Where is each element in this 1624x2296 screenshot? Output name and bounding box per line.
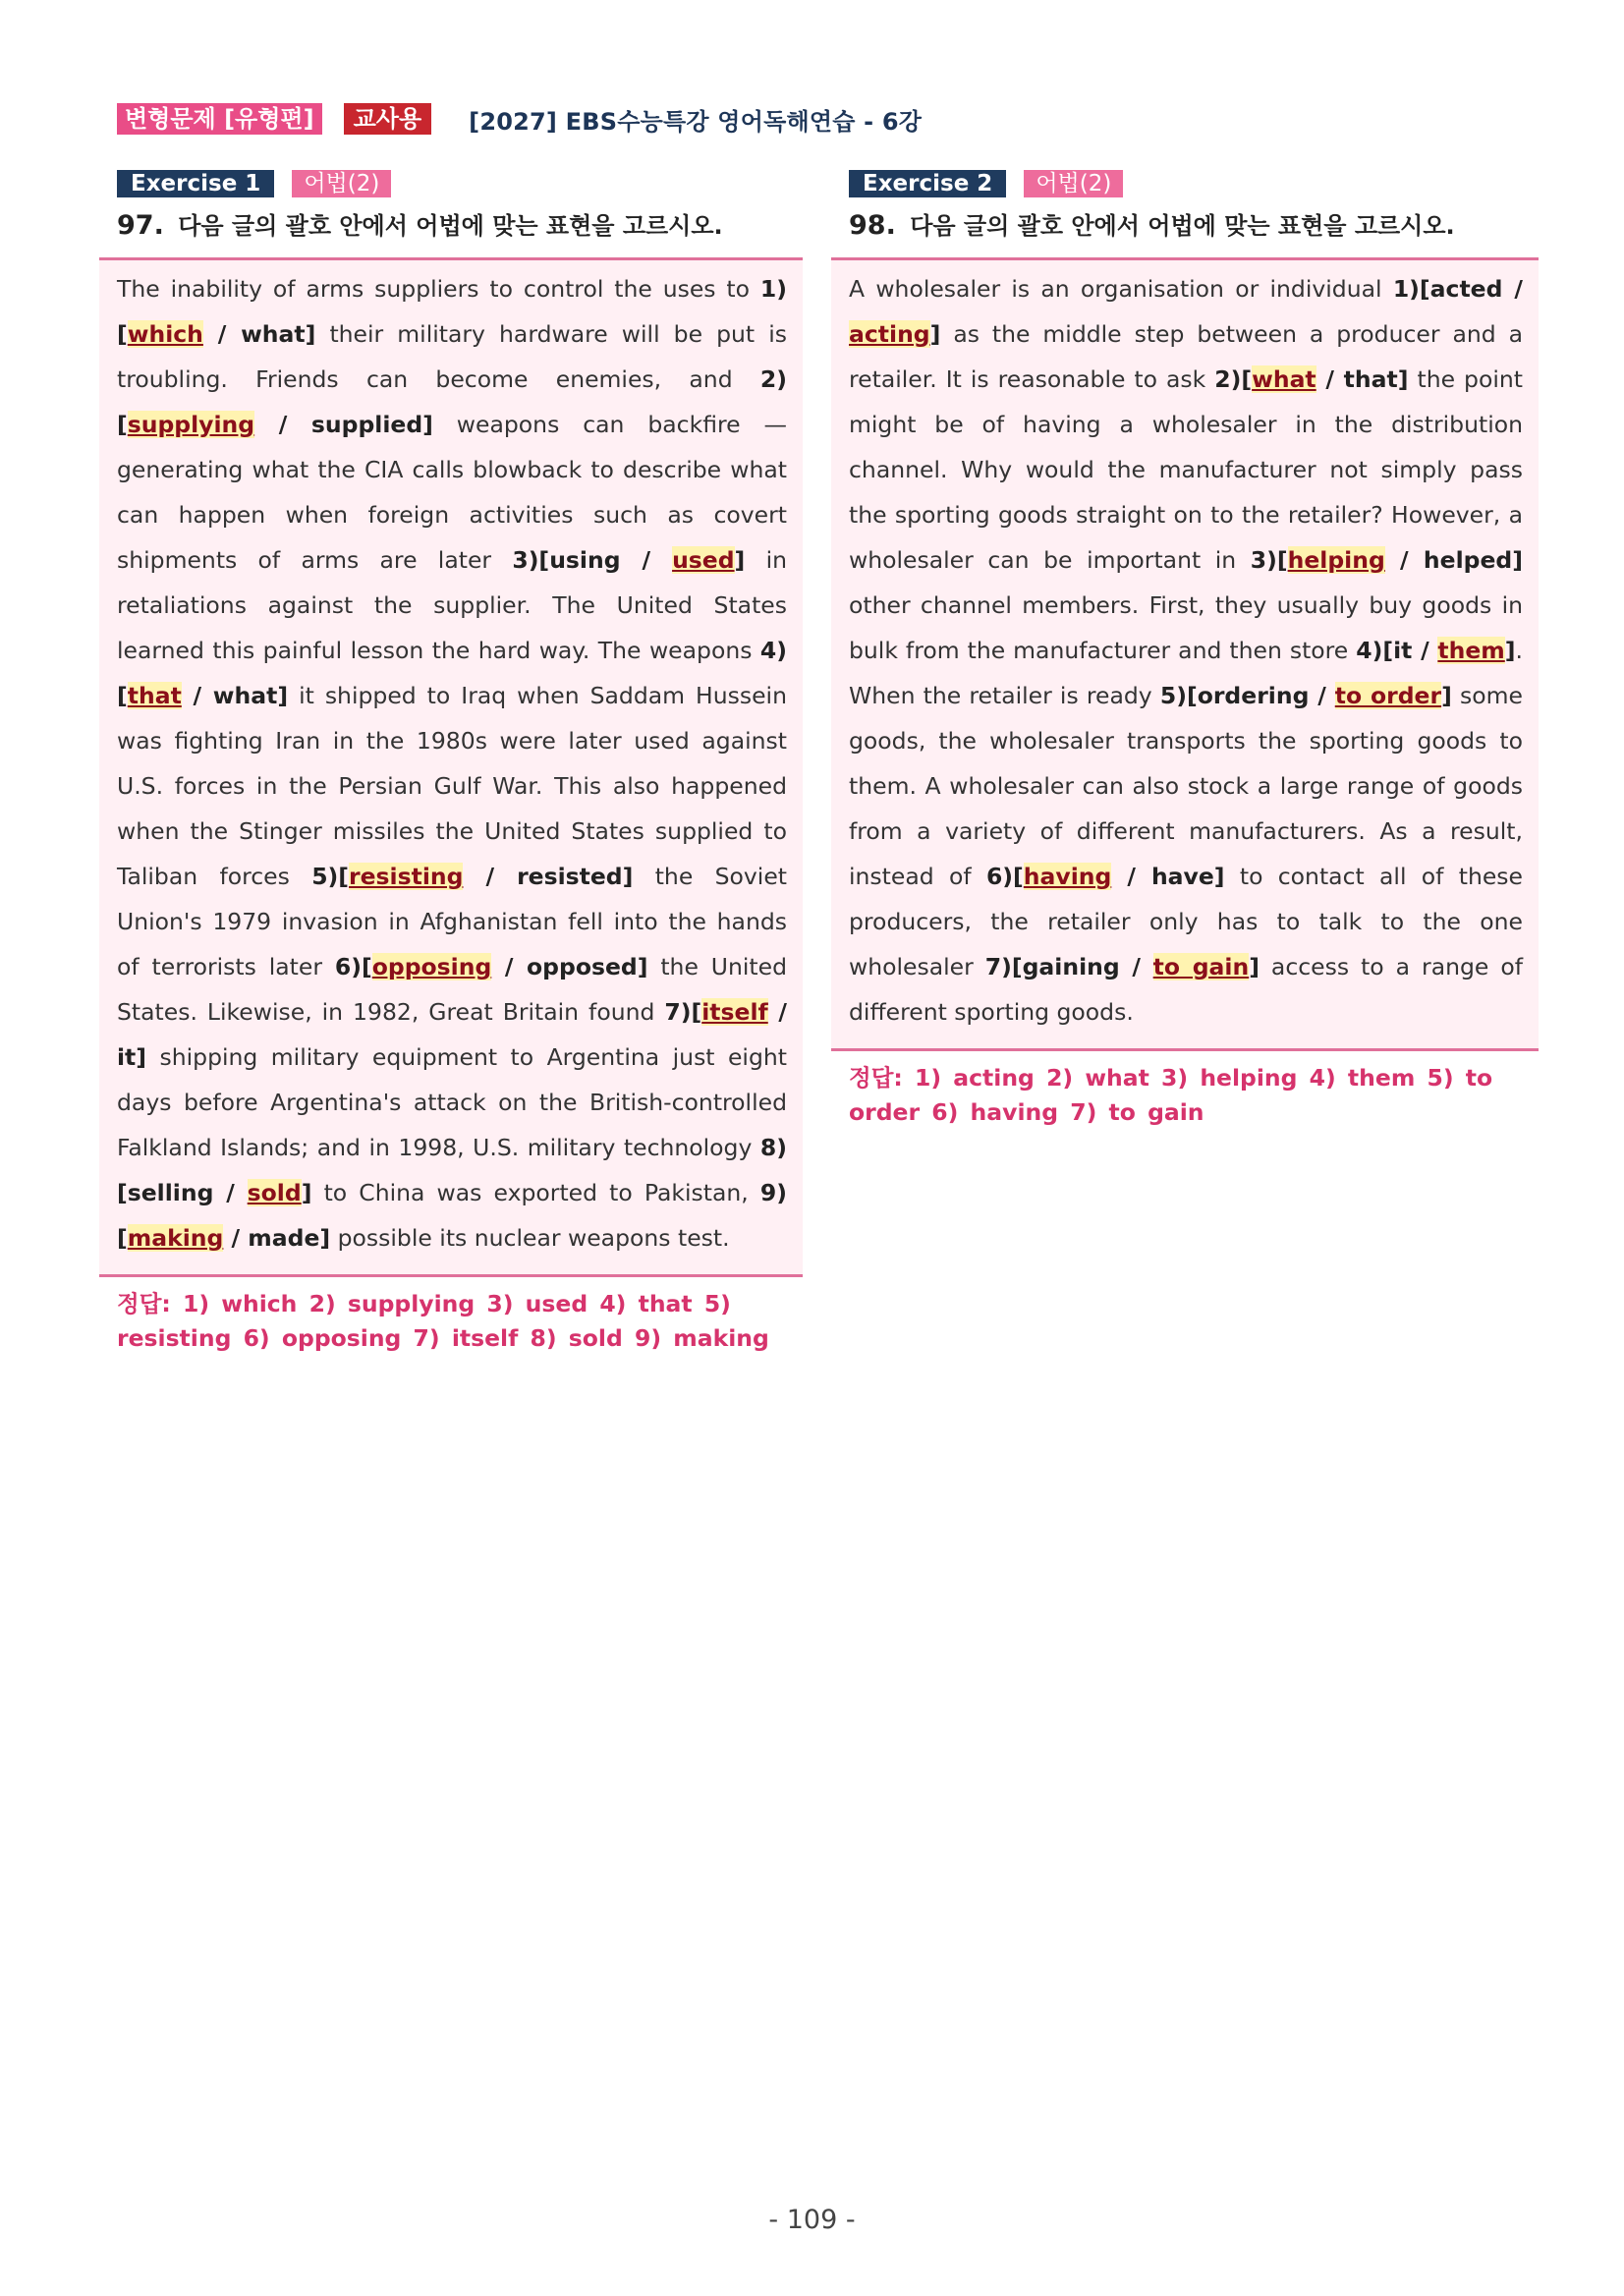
blank-close: ] bbox=[1441, 682, 1452, 709]
choice-separator: / bbox=[463, 863, 518, 890]
passage-text: A wholesaler is an organisation or individual bbox=[849, 275, 1393, 303]
answer-key-98: 정답: 1) acting 2) what 3) helping 4) them 5) to order 6) having 7) to gain bbox=[849, 1064, 1493, 1126]
passage-97 bbox=[99, 257, 803, 1277]
wrong-choice: resisted bbox=[517, 863, 623, 890]
correct-choice: used bbox=[672, 546, 735, 574]
choice-separator: / bbox=[181, 682, 213, 709]
type-tag: 변형문제 [유형편] bbox=[117, 103, 322, 135]
wrong-choice: opposed bbox=[527, 953, 638, 980]
blank-close: ] bbox=[305, 320, 316, 348]
wrong-choice: using bbox=[549, 546, 621, 574]
correct-choice: that bbox=[127, 682, 182, 709]
blank-label: 7)[ bbox=[984, 953, 1023, 980]
blank-close: ] bbox=[734, 546, 746, 574]
passage-text: The inability of arms suppliers to control the uses to bbox=[117, 275, 760, 303]
wrong-choice: it bbox=[117, 1043, 137, 1071]
passage-text: it shipped to Iraq when Saddam Hussein was fighting Iran in the 1980s were later used against U.S. forces in the Persian Gulf War. This also happened when the Stinger missiles the United States supplied to Taliban forces bbox=[117, 682, 787, 890]
wrong-choice: made bbox=[248, 1224, 320, 1252]
correct-choice: having bbox=[1023, 863, 1112, 890]
wrong-choice: it bbox=[1393, 637, 1413, 664]
blank-close: ] bbox=[301, 1179, 312, 1206]
correct-choice: what bbox=[1252, 365, 1316, 393]
passage-text: . When the retailer is ready bbox=[849, 637, 1523, 709]
choice-separator: / bbox=[213, 1179, 248, 1206]
question-number: 97. bbox=[117, 210, 164, 241]
blank-close: ] bbox=[422, 411, 433, 438]
blank-close: ] bbox=[1512, 546, 1523, 574]
correct-choice: resisting bbox=[349, 863, 464, 890]
passage-text: the United States. Likewise, in 1982, Great Britain found bbox=[117, 953, 787, 1026]
wrong-choice: that bbox=[1343, 365, 1398, 393]
blank-label: 4)[ bbox=[117, 637, 787, 709]
correct-choice: helping bbox=[1287, 546, 1385, 574]
passage-text: the Soviet Union's 1979 invasion in Afghanistan fell into the hands of terrorists later bbox=[117, 863, 787, 980]
exercise-1-badges bbox=[117, 169, 803, 198]
exercise-2-badges bbox=[849, 169, 1539, 198]
correct-choice: to gain bbox=[1152, 953, 1250, 980]
wrong-choice: supplied bbox=[310, 411, 423, 438]
passage-text: possible its nuclear weapons test. bbox=[330, 1224, 730, 1252]
correct-choice: them bbox=[1437, 637, 1505, 664]
choice-separator: / bbox=[1412, 637, 1438, 664]
passage-text: as the middle step between a producer and a retailer. It is reasonable to ask bbox=[849, 320, 1523, 393]
correct-choice: to order bbox=[1334, 682, 1442, 709]
choice-separator: / bbox=[1384, 546, 1424, 574]
passage-text: to China was exported to Pakistan, bbox=[311, 1179, 760, 1206]
blank-label: 3)[ bbox=[512, 546, 550, 574]
passage-text: to contact all of these producers, the retailer only has to talk to the one wholesaler bbox=[849, 863, 1524, 980]
correct-choice: itself bbox=[701, 998, 768, 1026]
passage-text: other channel members. First, they usually buy goods in bulk from the manufacturer and then store bbox=[849, 591, 1523, 664]
question-98-title bbox=[849, 206, 1539, 246]
blank-label: 1)[ bbox=[1392, 275, 1430, 303]
passage-98 bbox=[831, 257, 1539, 1051]
blank-close: ] bbox=[1504, 637, 1516, 664]
question-97-title bbox=[117, 206, 803, 246]
blank-label: 4)[ bbox=[1356, 637, 1394, 664]
correct-choice: supplying bbox=[127, 411, 255, 438]
exercise-1-type-badge: 어법(2) bbox=[292, 170, 391, 197]
question-instruction: 다음 글의 괄호 안에서 어법에 맞는 표현을 고르시오. bbox=[910, 212, 1455, 240]
blank-close: ] bbox=[637, 953, 648, 980]
page-header bbox=[117, 102, 922, 136]
blank-close: ] bbox=[1213, 863, 1225, 890]
choice-separator: / bbox=[1119, 953, 1153, 980]
blank-label: 2)[ bbox=[1214, 365, 1253, 393]
correct-choice: which bbox=[127, 320, 203, 348]
blank-close: ] bbox=[622, 863, 634, 890]
wrong-choice: selling bbox=[127, 1179, 214, 1206]
wrong-choice: gaining bbox=[1022, 953, 1120, 980]
passage-text: some goods, the wholesaler transports the sporting goods to them. A wholesaler can also stock a large range of goods from a variety of different manufacturers. As a result, instead of bbox=[849, 682, 1523, 890]
passage-text: shipping military equipment to Argentina just eight days before Argentina's attack on the British-controlled Falkland Islands; and in 1998, U.S. military technology bbox=[117, 1043, 787, 1161]
blank-label: 9)[ bbox=[117, 1179, 787, 1252]
blank-close: ] bbox=[277, 682, 289, 709]
choice-separator: / bbox=[1502, 275, 1524, 303]
passage-text: in retaliations against the supplier. The United States learned this painful lesson the hard way. The weapons bbox=[117, 546, 787, 664]
wrong-choice: ordering bbox=[1197, 682, 1310, 709]
question-number: 98. bbox=[849, 210, 896, 241]
blank-close: ] bbox=[1249, 953, 1260, 980]
question-instruction: 다음 글의 괄호 안에서 어법에 맞는 표현을 고르시오. bbox=[178, 212, 723, 240]
page-number: - 109 - bbox=[768, 2205, 856, 2235]
blank-close: ] bbox=[929, 320, 941, 348]
choice-separator: / bbox=[1111, 863, 1151, 890]
blank-label: 2)[ bbox=[117, 365, 787, 438]
correct-choice: making bbox=[127, 1224, 224, 1252]
passage-text: their military hardware will be put is troubling. Friends can become enemies, and bbox=[117, 320, 788, 393]
header-title: [2027] EBS수능특강 영어독해연습 - 6강 bbox=[469, 107, 923, 136]
wrong-choice: acted bbox=[1429, 275, 1503, 303]
blank-label: 5)[ bbox=[311, 863, 350, 890]
choice-separator: / bbox=[1309, 682, 1335, 709]
wrong-choice: what bbox=[212, 682, 278, 709]
correct-choice: sold bbox=[247, 1179, 302, 1206]
exercise-1 bbox=[99, 169, 803, 1356]
blank-label: 3)[ bbox=[1250, 546, 1288, 574]
blank-label: 7)[ bbox=[664, 998, 702, 1026]
exercise-1-badge: Exercise 1 bbox=[117, 170, 274, 197]
blank-label: 1)[ bbox=[117, 275, 787, 348]
blank-label: 8)[ bbox=[117, 1134, 787, 1206]
correct-choice: acting bbox=[849, 320, 930, 348]
passage-text: the point might be of having a wholesaler in the distribution channel. Why would the manufacturer not simply pass the sporting goods straight on to the retailer? However, a wholesaler can be important in bbox=[849, 365, 1523, 574]
choice-separator: / bbox=[767, 998, 788, 1026]
wrong-choice: have bbox=[1150, 863, 1214, 890]
blank-label: 6)[ bbox=[985, 863, 1024, 890]
choice-separator: / bbox=[223, 1224, 249, 1252]
choice-separator: / bbox=[254, 411, 311, 438]
wrong-choice: what bbox=[241, 320, 306, 348]
correct-choice: opposing bbox=[371, 953, 492, 980]
passage-text: weapons can backfire — generating what the CIA calls blowback to describe what can happen when foreign activities such as covert shipments of arms are later bbox=[117, 411, 788, 574]
exercise-2-type-badge: 어법(2) bbox=[1024, 170, 1123, 197]
blank-label: 5)[ bbox=[1159, 682, 1198, 709]
exercise-2 bbox=[831, 169, 1539, 1130]
blank-close: ] bbox=[1397, 365, 1409, 393]
choice-separator: / bbox=[491, 953, 528, 980]
exercise-2-badge: Exercise 2 bbox=[849, 170, 1006, 197]
choice-separator: / bbox=[202, 320, 242, 348]
blank-close: ] bbox=[319, 1224, 331, 1252]
wrong-choice: helped bbox=[1423, 546, 1513, 574]
teacher-tag: 교사용 bbox=[344, 103, 432, 135]
blank-label: 6)[ bbox=[334, 953, 372, 980]
choice-separator: / bbox=[1316, 365, 1344, 393]
choice-separator: / bbox=[620, 546, 673, 574]
passage-text: access to a range of different sporting goods. bbox=[849, 953, 1524, 1026]
blank-close: ] bbox=[136, 1043, 147, 1071]
answer-key-97: 정답: 1) which 2) supplying 3) used 4) that 5) resisting 6) opposing 7) itself 8) sold 9) making bbox=[117, 1290, 769, 1352]
